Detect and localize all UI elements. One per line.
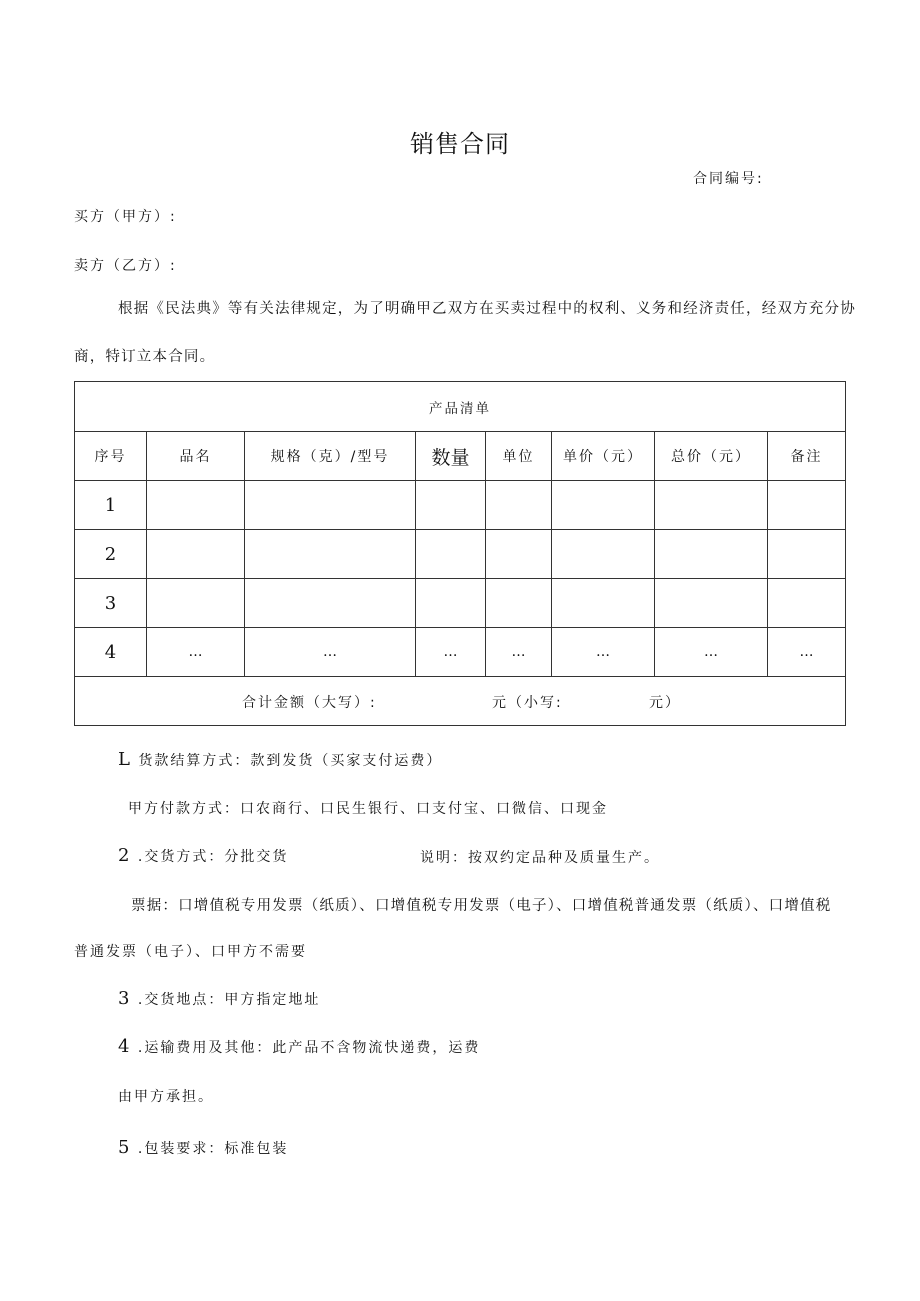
payment-method-line: 甲方付款方式：口农商行、口民生银行、口支付宝、口微信、口现金 — [128, 801, 608, 817]
document-title: 销售合同 — [410, 130, 510, 158]
table-cell — [147, 579, 245, 628]
total-end-label: 元） — [649, 695, 681, 711]
clause-2-note: 说明：按双约定品种及质量生产。 — [420, 850, 660, 866]
clause-3 — [118, 988, 320, 1009]
table-cell: … — [768, 628, 846, 677]
table-cell — [147, 530, 245, 579]
header-cell: 序号 — [75, 432, 147, 481]
table-cell: … — [486, 628, 552, 677]
table-cell — [486, 481, 552, 530]
clause-4-number: 4 — [118, 1036, 132, 1057]
contract-number-label: 合同编号: — [693, 171, 764, 187]
table-cell: … — [147, 628, 245, 677]
clause-5-number: 5 — [118, 1137, 132, 1158]
table-cell: … — [655, 628, 768, 677]
table-row — [75, 481, 846, 530]
row-index-cell: 1 — [75, 481, 147, 530]
clause-5-text: .包装要求：标准包装 — [137, 1141, 289, 1157]
buyer-label: 买方（甲方）: — [74, 209, 177, 225]
table-cell — [552, 530, 655, 579]
table-row — [75, 628, 846, 677]
table-cell — [486, 530, 552, 579]
table-caption: 产品清单 — [75, 382, 846, 432]
table-cell: … — [416, 628, 486, 677]
table-cell — [768, 530, 846, 579]
clause-3-number: 3 — [118, 988, 132, 1009]
clause-4-line2: 由甲方承担。 — [118, 1089, 214, 1105]
invoice-line1: 票据：口增值税专用发票（纸质）、口增值税专用发票（电子）、口增值税普通发票（纸质）、口增值税 — [131, 898, 832, 914]
row-index-cell: 3 — [75, 579, 147, 628]
clause-2-text: .交货方式：分批交货 — [137, 849, 289, 865]
table-cell — [245, 481, 416, 530]
clause-3-text: .交货地点：甲方指定地址 — [137, 992, 321, 1008]
table-row — [75, 530, 846, 579]
table-cell — [416, 481, 486, 530]
total-label: 合计金额（大写）: — [242, 695, 377, 711]
table-cell — [768, 579, 846, 628]
clause-4-text: .运输费用及其他：此产品不含物流快递费，运费 — [137, 1040, 481, 1056]
clause-4 — [118, 1036, 480, 1057]
row-index-cell: 2 — [75, 530, 147, 579]
table-row — [75, 579, 846, 628]
intro-paragraph-line1: 根据《民法典》等有关法律规定，为了明确甲乙双方在买卖过程中的权利、义务和经济责任，经双方充分协 — [118, 301, 856, 317]
table-cell — [416, 579, 486, 628]
header-cell: 单价（元） — [552, 432, 655, 481]
clause-2 — [118, 845, 288, 866]
clause-2-number: 2 — [118, 845, 132, 866]
table-cell — [768, 481, 846, 530]
total-small-label: 元（小写: — [492, 695, 563, 711]
product-list-table — [74, 381, 846, 726]
seller-label: 卖方（乙方）: — [74, 258, 177, 274]
total-row — [75, 677, 846, 726]
table-cell — [655, 530, 768, 579]
table-cell — [486, 579, 552, 628]
header-cell: 备注 — [768, 432, 846, 481]
table-cell — [245, 579, 416, 628]
table-cell — [655, 481, 768, 530]
invoice-line2: 普通发票（电子）、口甲方不需要 — [74, 944, 307, 960]
clause-1-text: 货款结算方式：款到发货（买家支付运费） — [138, 753, 443, 769]
header-cell: 单位 — [486, 432, 552, 481]
header-cell: 品名 — [147, 432, 245, 481]
total-cell — [75, 677, 846, 726]
table-cell — [552, 481, 655, 530]
intro-paragraph-line2: 商，特订立本合同。 — [74, 349, 216, 365]
header-cell: 总价（元） — [655, 432, 768, 481]
table-cell — [245, 530, 416, 579]
row-index-cell: 4 — [75, 628, 147, 677]
table-cell: … — [245, 628, 416, 677]
clause-5 — [118, 1137, 288, 1158]
table-cell — [147, 481, 245, 530]
table-cell: … — [552, 628, 655, 677]
header-cell: 规格（克）/型号 — [245, 432, 416, 481]
clause-1 — [118, 749, 442, 770]
clause-1-number: L — [118, 749, 132, 770]
header-cell: 数量 — [416, 432, 486, 481]
table-cell — [552, 579, 655, 628]
table-cell — [416, 530, 486, 579]
table-cell — [655, 579, 768, 628]
